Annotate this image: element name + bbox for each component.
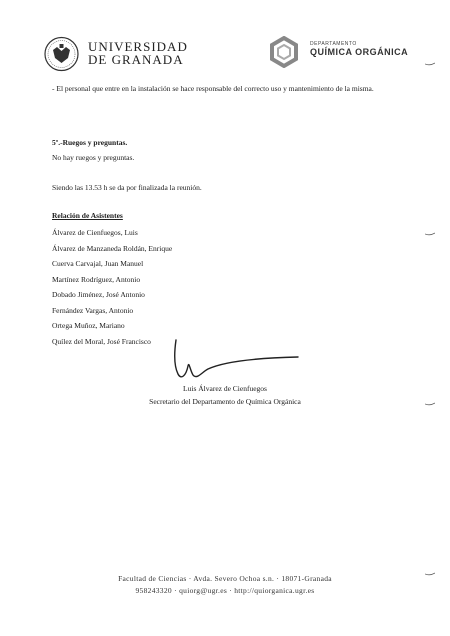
attendee-item: Ortega Muñoz, Mariano	[52, 321, 125, 330]
scan-mark-icon	[425, 402, 435, 406]
footer-address: Facultad de Ciencias · Avda. Severo Ochoa s.n. · 18071-Granada	[118, 574, 332, 583]
no-questions-text: No hay ruegos y preguntas.	[52, 153, 135, 162]
university-name-line1: UNIVERSIDAD	[88, 39, 188, 54]
attendee-item: Fernández Vargas, Antonio	[52, 305, 134, 315]
signatory-name: Luis Álvarez de Cienfuegos	[183, 384, 267, 393]
facility-paragraph: - El personal que entre en la instalación se hace responsable del correcto uso y mantenimiento de la misma.	[52, 84, 374, 93]
attendees-heading: Relación de Asistentes	[52, 211, 123, 220]
handwritten-signature	[168, 336, 303, 386]
university-crest-icon	[43, 36, 80, 72]
department-label: DEPARTAMENTO	[310, 41, 357, 47]
section-heading: 5º.-Ruegos y preguntas.	[52, 138, 128, 147]
attendee-item: Álvarez de Manzaneda Roldán, Enrique	[52, 243, 173, 253]
department-name: QUÍMICA ORGÁNICA	[310, 47, 409, 57]
closing-text: Siendo las 13.53 h se da por finalizada la reunión.	[52, 183, 202, 192]
university-name-line2: DE GRANADA	[88, 52, 184, 67]
attendee-item: Martínez Rodríguez, Antonio	[52, 274, 141, 284]
attendees-list	[52, 225, 172, 349]
attendee-item: Álvarez de Cienfuegos, Luis	[52, 228, 138, 237]
signatory-role: Secretario del Departamento de Química Orgánica	[149, 397, 301, 406]
scan-mark-icon	[425, 62, 435, 66]
scan-mark-icon	[425, 232, 435, 236]
scan-mark-icon	[425, 572, 435, 576]
university-name	[88, 40, 188, 66]
attendee-item: Quílez del Moral, José Francisco	[52, 336, 151, 346]
attendee-item: Cuerva Carvajal, Juan Manuel	[52, 259, 144, 268]
department-hexagon-logo-icon	[268, 36, 300, 68]
footer-contact: 958243320 · quiorg@ugr.es · http://quiorganica.ugr.es	[135, 586, 315, 595]
attendee-item: Dobado Jiménez, José Antonio	[52, 290, 145, 299]
